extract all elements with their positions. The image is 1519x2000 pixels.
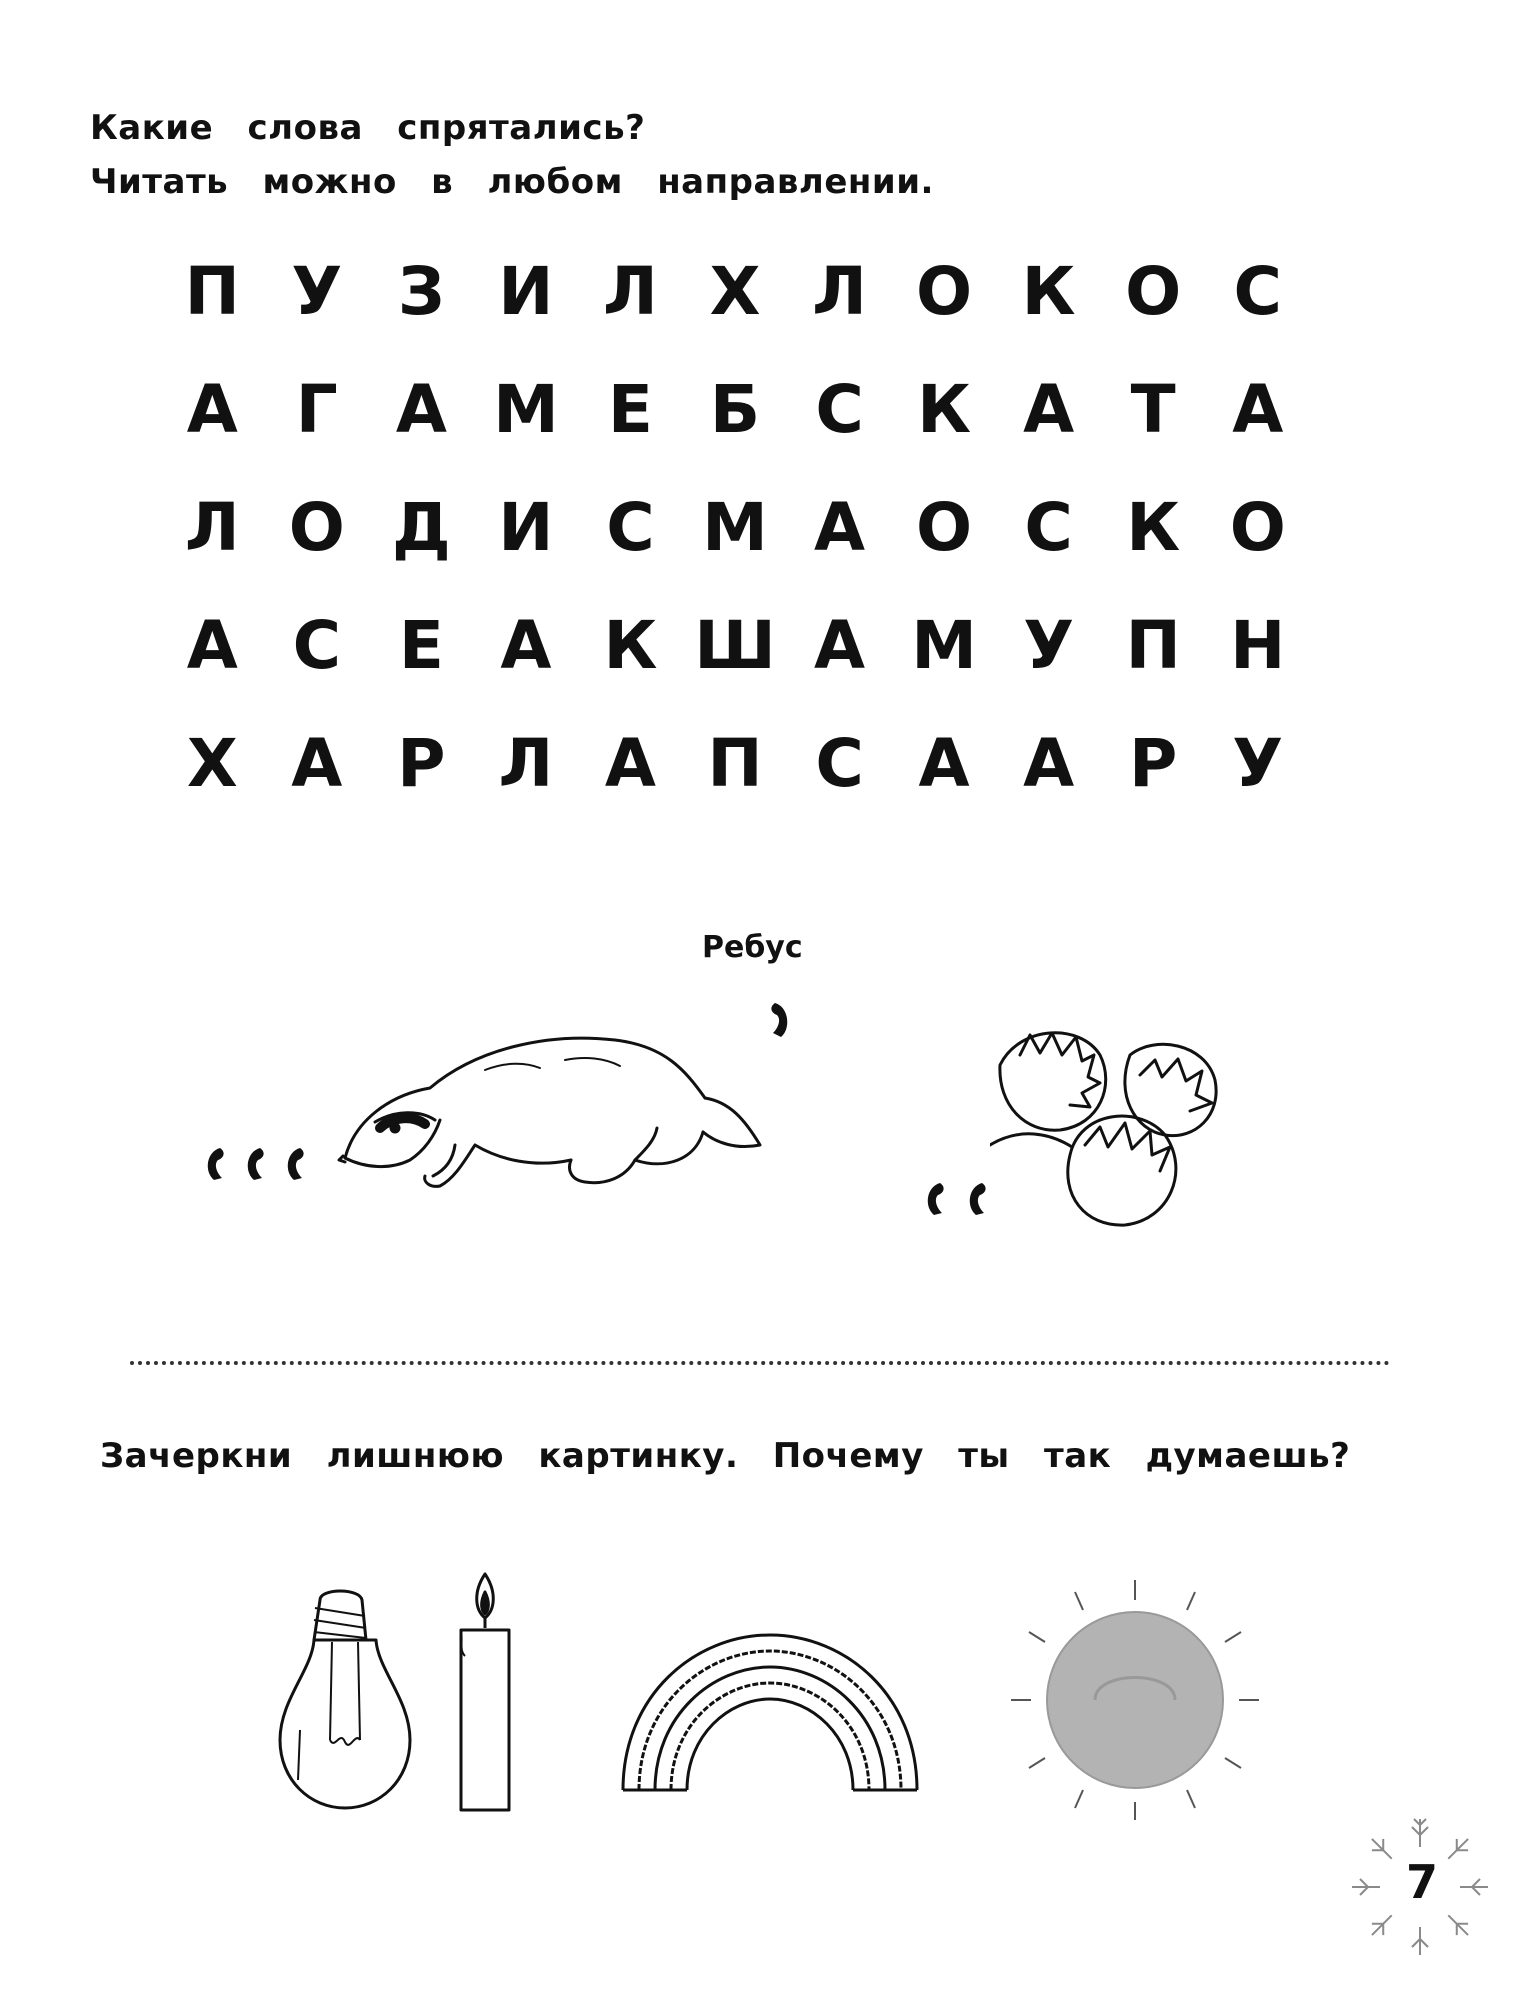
grid-letter: А xyxy=(395,370,447,448)
grid-letter: А xyxy=(186,606,238,684)
grid-letter: К xyxy=(603,606,658,684)
lightbulb-icon xyxy=(270,1580,420,1824)
grid-letter: У xyxy=(291,252,343,330)
grid-row xyxy=(160,586,1310,704)
rainbow-icon xyxy=(615,1625,925,1799)
grid-letter: А xyxy=(186,370,238,448)
grid-letter: М xyxy=(702,488,768,566)
grid-letter: С xyxy=(292,606,342,684)
grid-letter: А xyxy=(1232,370,1284,448)
grid-letter: О xyxy=(916,488,973,566)
grid-letter: А xyxy=(918,724,970,802)
grid-letter: К xyxy=(917,370,972,448)
grid-letter: П xyxy=(184,252,240,330)
grid-letter: Х xyxy=(186,724,238,802)
comma-marks-left xyxy=(200,1130,330,1194)
grid-letter: С xyxy=(606,488,655,566)
grid-letter: Н xyxy=(1230,606,1286,684)
grid-letter: С xyxy=(815,724,864,802)
grid-letter: А xyxy=(1023,724,1075,802)
letter-grid xyxy=(160,232,1310,822)
grid-row xyxy=(160,232,1310,350)
grid-letter: Т xyxy=(1130,370,1176,448)
grid-letter: Г xyxy=(295,370,338,448)
grid-letter: П xyxy=(707,724,763,802)
grid-letter: А xyxy=(604,724,656,802)
grid-row xyxy=(160,704,1310,822)
grid-letter: А xyxy=(291,724,343,802)
grid-letter: Х xyxy=(709,252,761,330)
sun-icon xyxy=(1005,1570,1265,1834)
grid-letter: Р xyxy=(1129,724,1178,802)
grid-letter: З xyxy=(397,252,445,330)
grid-letter: О xyxy=(916,252,973,330)
grid-letter: Е xyxy=(607,370,653,448)
grid-letter: Л xyxy=(812,252,867,330)
grid-letter: У xyxy=(1232,724,1284,802)
grid-letter: М xyxy=(911,606,977,684)
grid-letter: У xyxy=(1023,606,1075,684)
grid-letter: А xyxy=(814,488,866,566)
hazelnuts-icon xyxy=(990,1015,1240,1239)
grid-letter: Б xyxy=(709,370,761,448)
grid-letter: О xyxy=(1229,488,1286,566)
grid-letter: А xyxy=(814,606,866,684)
grid-letter: М xyxy=(493,370,559,448)
grid-letter: С xyxy=(1233,252,1282,330)
dotted-divider xyxy=(130,1361,1390,1365)
grid-letter: С xyxy=(815,370,864,448)
grid-letter: С xyxy=(1024,488,1073,566)
grid-row xyxy=(160,350,1310,468)
grid-letter: О xyxy=(288,488,345,566)
task1-line2: Читать можно в любом направлении. xyxy=(90,162,934,202)
grid-letter: Е xyxy=(398,606,444,684)
grid-letter: Р xyxy=(397,724,446,802)
grid-letter: И xyxy=(498,488,554,566)
candle-icon xyxy=(445,1570,525,1824)
grid-letter: И xyxy=(498,252,554,330)
grid-letter: Л xyxy=(498,724,554,802)
grid-letter: Д xyxy=(391,488,451,566)
page-number: 7 xyxy=(1406,1855,1439,1909)
grid-letter: А xyxy=(500,606,552,684)
task1-line1: Какие слова спрятались? xyxy=(90,108,646,148)
grid-letter: А xyxy=(1023,370,1075,448)
grid-letter: Ш xyxy=(694,606,776,684)
grid-letter: К xyxy=(1021,252,1076,330)
grid-letter: О xyxy=(1125,252,1182,330)
rebus-title: Ребус xyxy=(702,930,803,965)
grid-letter: П xyxy=(1125,606,1181,684)
badger-icon xyxy=(335,1010,765,1204)
grid-letter: Л xyxy=(603,252,658,330)
task2-instruction: Зачеркни лишнюю картинку. Почему ты так думаешь? xyxy=(100,1436,1351,1476)
grid-letter: К xyxy=(1126,488,1181,566)
grid-row xyxy=(160,468,1310,586)
grid-letter: Л xyxy=(184,488,240,566)
